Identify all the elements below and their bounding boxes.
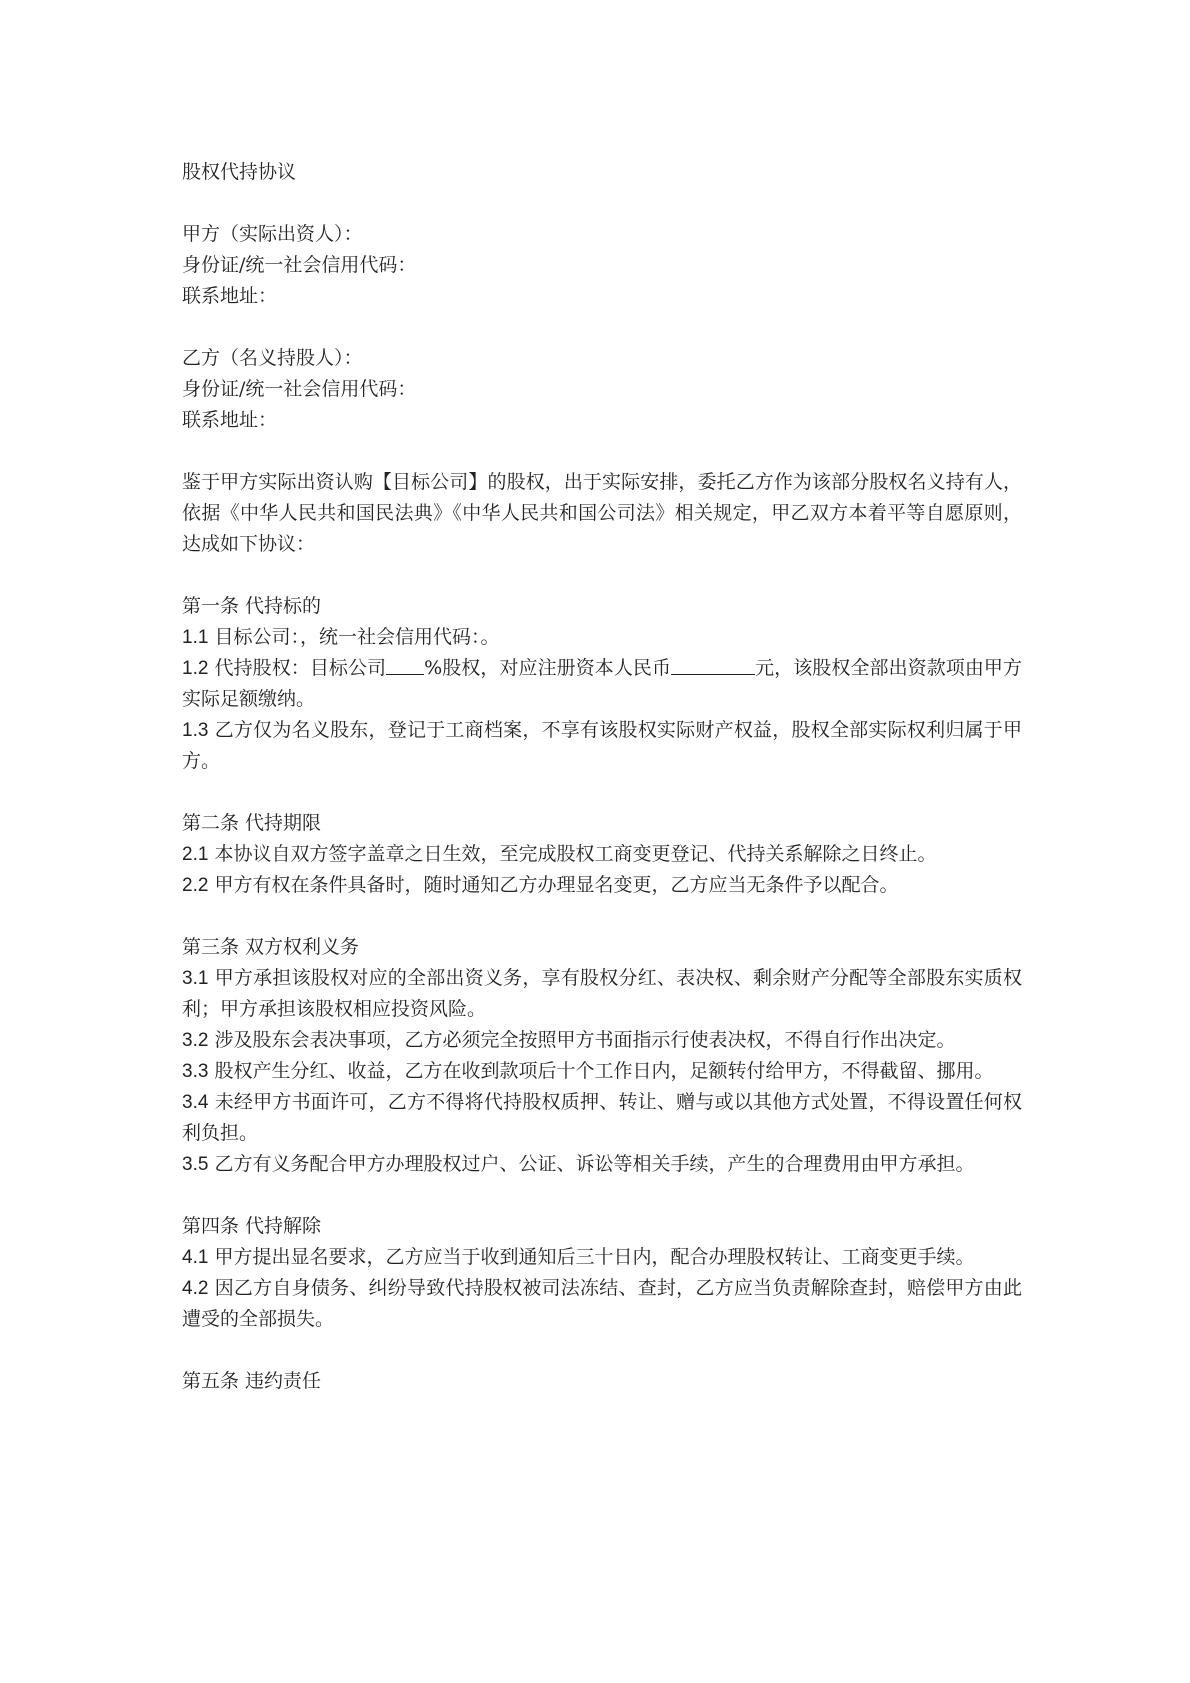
clause-number: 1.2 <box>182 658 209 679</box>
clause-text: 乙方仅为名义股东，登记于工商档案，不享有该股权实际财产权益，股权全部实际权利归属于甲方。 <box>182 719 1022 772</box>
clause-3-3 <box>182 1056 1022 1087</box>
party-a-heading: 甲方（实际出资人）： <box>182 223 363 245</box>
party-a-address-label: 联系地址： <box>182 285 278 307</box>
clause-2-2 <box>182 870 1022 901</box>
spacer <box>182 901 1022 932</box>
clause-1-1 <box>182 622 1022 653</box>
clause-text: 甲方提出显名要求，乙方应当于收到通知后三十日内，配合办理股权转让、工商变更手续。 <box>214 1246 975 1268</box>
article-3-heading: 第三条 双方权利义务 <box>182 936 360 958</box>
clause-text: 目标公司：，统一社会信用代码：。 <box>214 626 500 648</box>
article-4-heading: 第四条 代持解除 <box>182 1215 322 1237</box>
clause-number: 3.3 <box>182 1061 209 1082</box>
clause-number: 2.1 <box>182 844 209 865</box>
party-b-heading: 乙方（名义持股人）： <box>182 347 363 369</box>
article-1-heading: 第一条 代持标的 <box>182 595 322 617</box>
clause-text: 本协议自双方签字盖章之日生效，至完成股权工商变更登记、代持关系解除之日终止。 <box>214 843 937 865</box>
clause-text-part: 元，该股权全部出资款项由甲方实际足额缴纳。 <box>182 657 1022 710</box>
clause-number: 3.4 <box>182 1092 209 1113</box>
spacer <box>182 777 1022 808</box>
spacer <box>182 560 1022 591</box>
clause-4-2 <box>182 1273 1022 1335</box>
percent-blank-line <box>386 656 424 675</box>
clause-2-1 <box>182 839 1022 870</box>
clause-text: 涉及股东会表决事项，乙方必须完全按照甲方书面指示行使表决权，不得自行作出决定。 <box>214 1029 956 1051</box>
document-title: 股权代持协议 <box>182 161 297 183</box>
spacer <box>182 1335 1022 1366</box>
clause-text: 因乙方自身债务、纠纷导致代持股权被司法冻结、查封，乙方应当负责解除查封，赔偿甲方由此遭受的全部损失。 <box>182 1277 1022 1330</box>
clause-4-1 <box>182 1242 1022 1273</box>
clause-text: 股权产生分红、收益，乙方在收到款项后十个工作日内，足额转付给甲方，不得截留、挪用。 <box>214 1060 994 1082</box>
spacer <box>182 436 1022 467</box>
clause-3-1 <box>182 963 1022 1025</box>
document-body <box>182 157 1022 1397</box>
party-b-id-label: 身份证/统一社会信用代码： <box>182 378 417 400</box>
article-2-heading: 第二条 代持期限 <box>182 812 322 834</box>
clause-text-part: %股权，对应注册资本人民币 <box>424 657 672 679</box>
party-a-id-label: 身份证/统一社会信用代码： <box>182 254 417 276</box>
spacer <box>182 188 1022 219</box>
clause-number: 3.2 <box>182 1030 209 1051</box>
clause-text: 乙方有义务配合甲方办理股权过户、公证、诉讼等相关手续，产生的合理费用由甲方承担。 <box>214 1153 975 1175</box>
clause-number: 4.1 <box>182 1247 209 1268</box>
clause-3-5 <box>182 1149 1022 1180</box>
clause-number: 3.5 <box>182 1154 209 1175</box>
clause-text: 甲方承担该股权对应的全部出资义务，享有股权分红、表决权、剩余财产分配等全部股东实质权利；甲方承担该股权相应投资风险。 <box>182 967 1022 1020</box>
spacer <box>182 312 1022 343</box>
clause-3-2 <box>182 1025 1022 1056</box>
clause-text-part: 代持股权：目标公司 <box>214 657 387 679</box>
clause-1-2 <box>182 653 1022 715</box>
clause-number: 4.2 <box>182 1278 209 1299</box>
preamble-paragraph: 鉴于甲方实际出资认购【目标公司】的股权，出于实际安排，委托乙方作为该部分股权名义持有人，依据《中华人民共和国民法典》《中华人民共和国公司法》相关规定，甲乙双方本着平等自愿原则，达成如下协议： <box>182 471 1022 555</box>
article-5-heading: 第五条 违约责任 <box>182 1370 322 1392</box>
spacer <box>182 1180 1022 1211</box>
clause-number: 1.1 <box>182 627 209 648</box>
clause-1-3 <box>182 715 1022 777</box>
clause-number: 3.1 <box>182 968 209 989</box>
amount-blank-line <box>671 656 755 675</box>
party-b-address-label: 联系地址： <box>182 409 278 431</box>
clause-text: 未经甲方书面许可，乙方不得将代持股权质押、转让、赠与或以其他方式处置，不得设置任何权利负担。 <box>182 1091 1022 1144</box>
clause-number: 2.2 <box>182 875 209 896</box>
clause-number: 1.3 <box>182 720 209 741</box>
clause-text: 甲方有权在条件具备时，随时通知乙方办理显名变更，乙方应当无条件予以配合。 <box>214 874 899 896</box>
clause-3-4 <box>182 1087 1022 1149</box>
